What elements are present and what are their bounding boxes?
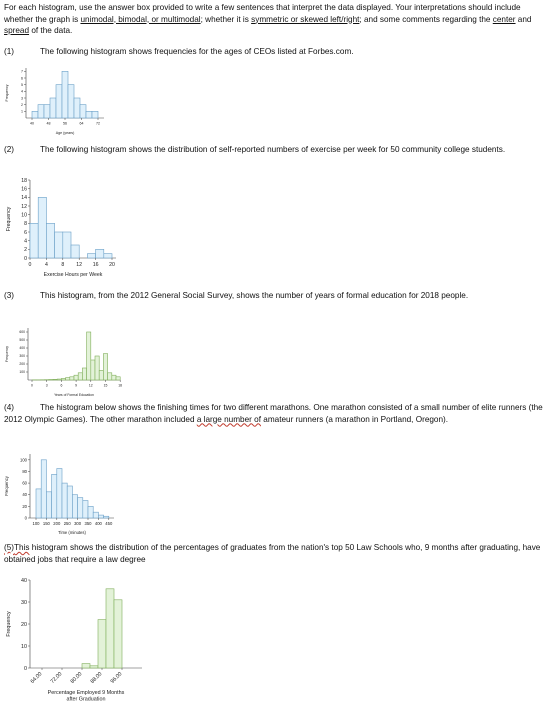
- histogram-bar: [88, 506, 93, 518]
- intro-spread: spread: [4, 26, 30, 35]
- y-tick-label: 100: [19, 370, 25, 375]
- histogram-bar: [99, 370, 103, 380]
- x-tick-label: 12: [88, 383, 93, 388]
- question-1: [4, 46, 544, 58]
- y-tick-label: 0: [24, 255, 27, 262]
- x-tick-label: 6: [60, 383, 63, 388]
- histogram-bar: [38, 197, 46, 258]
- histogram-bar: [57, 379, 61, 380]
- histogram-bar: [98, 515, 103, 518]
- question-text: The following histogram shows frequencies for the ages of CEOs listed at Forbes.com.: [40, 47, 354, 56]
- histogram-bar: [74, 98, 80, 118]
- y-tick-label: 600: [19, 330, 25, 335]
- histogram-bar: [53, 379, 57, 380]
- intro-center: center: [492, 14, 516, 24]
- y-tick-label: 16: [21, 186, 27, 193]
- x-tick-label: 200: [53, 521, 61, 527]
- histogram-bar: [93, 512, 98, 518]
- y-tick-label: 10: [21, 212, 27, 219]
- histogram-bar: [114, 600, 122, 668]
- intro-text: ; whether it is: [200, 14, 252, 24]
- x-tick-label: 56: [63, 121, 67, 126]
- histogram-bar: [116, 377, 120, 380]
- y-tick-label: 60: [22, 480, 27, 486]
- intro-modality: unimodal, bimodal, or multimodal: [80, 14, 201, 24]
- histogram-bar: [56, 85, 62, 118]
- x-tick-label: 64.00: [29, 671, 44, 685]
- y-tick-label: 80: [22, 468, 27, 474]
- x-tick-label: 88.00: [89, 671, 104, 685]
- y-tick-label: 18: [21, 177, 27, 184]
- histogram-bar: [83, 501, 88, 518]
- histogram-bar: [67, 486, 72, 518]
- x-tick-label: 9: [75, 383, 78, 388]
- x-tick-label: 450: [105, 521, 113, 527]
- histogram-bar: [46, 223, 54, 258]
- question-4: [4, 402, 544, 425]
- x-tick-label: 8: [61, 262, 65, 269]
- histogram-bar: [38, 105, 44, 118]
- histogram-bar: [74, 375, 78, 380]
- spelling-flagged-word: This: [14, 543, 30, 552]
- histogram-bar: [98, 620, 106, 668]
- question-number: (2): [4, 145, 15, 154]
- y-axis-label: Frequency: [6, 611, 12, 637]
- ceo-age-histogram: [0, 60, 120, 140]
- histogram-bar: [80, 105, 86, 118]
- histogram-bar: [52, 474, 57, 518]
- y-tick-label: 1: [21, 109, 23, 114]
- histogram-bar: [46, 492, 51, 518]
- y-tick-label: 12: [21, 203, 27, 210]
- question-number: (1): [4, 47, 15, 56]
- question-text: histogram shows the distribution of the percentages of graduates from the nation's top 50 Law Schools who, 9 months after graduating, have obtained jobs that require a law degree: [4, 543, 541, 564]
- exercise-hours-histogram: [0, 172, 130, 284]
- y-tick-label: 6: [24, 229, 27, 236]
- intro-text: and: [515, 14, 532, 24]
- x-axis-label-line: after Graduation: [66, 696, 106, 703]
- y-tick-label: 0: [24, 665, 27, 672]
- histogram-bar: [106, 589, 114, 668]
- x-tick-label: 100: [32, 521, 40, 527]
- x-tick-label: 300: [74, 521, 82, 527]
- y-axis-label: Frequency: [6, 206, 12, 232]
- histogram-bar: [70, 377, 74, 380]
- histogram-bar: [72, 495, 77, 518]
- y-tick-label: 20: [22, 503, 27, 509]
- spelling-flagged-phrase: a large number of: [196, 414, 261, 424]
- y-axis-label: Frequency: [4, 476, 9, 496]
- x-tick-label: 16: [92, 262, 99, 269]
- y-tick-label: 200: [19, 362, 25, 367]
- histogram-bar: [87, 332, 91, 380]
- question-text: The histogram below shows the finishing times for two different marathons. One marathon consisted of a small number of elite runners (the 2012 Olympic Games). The other marathon included: [4, 403, 543, 424]
- x-axis-label: Time (minutes): [58, 530, 86, 535]
- y-tick-label: 400: [19, 346, 25, 351]
- histogram-bar: [50, 98, 56, 118]
- y-tick-label: 30: [21, 599, 27, 606]
- histogram-bar: [87, 254, 95, 258]
- x-axis-label: Years of Formal Education: [54, 393, 94, 397]
- x-tick-label: 96.00: [109, 671, 124, 685]
- y-tick-label: 40: [22, 492, 27, 498]
- histogram-bar: [103, 354, 107, 380]
- histogram-bar: [30, 223, 38, 258]
- x-tick-label: 72.00: [49, 671, 64, 685]
- histogram-bar: [36, 489, 41, 518]
- x-axis-label-line: Percentage Employed 9 Months: [47, 690, 125, 696]
- histogram-bar: [91, 360, 95, 380]
- x-tick-label: 40: [30, 121, 34, 126]
- x-tick-label: 350: [84, 521, 92, 527]
- x-tick-label: 0: [28, 262, 32, 269]
- histogram-bar: [104, 516, 109, 518]
- histogram-bar: [62, 71, 68, 118]
- histogram-bar: [92, 111, 98, 118]
- x-tick-label: 12: [76, 262, 83, 269]
- histogram-bar: [63, 232, 71, 258]
- intro-text: of the data.: [29, 26, 73, 35]
- question-text: The following histogram shows the distribution of self-reported numbers of exercise per week for 50 community college students.: [40, 145, 506, 154]
- histogram-bar: [61, 378, 65, 380]
- intro-text: For each histogram, use the answer box provided to write a few sentences that interpret the data displayed. Your interpretations should include whether the graph is: [4, 3, 521, 24]
- histogram-bar: [66, 378, 70, 380]
- y-tick-label: 300: [19, 354, 25, 359]
- x-tick-label: 0: [31, 383, 33, 388]
- x-axis-label: Age (years): [55, 131, 75, 135]
- y-tick-label: 4: [24, 238, 27, 245]
- x-tick-label: 250: [63, 521, 71, 527]
- histogram-bar: [71, 245, 79, 258]
- intro-text: ; and some comments regarding the: [359, 14, 493, 24]
- x-tick-label: 400: [94, 521, 102, 527]
- histogram-bar: [82, 368, 86, 380]
- x-tick-label: 150: [42, 521, 50, 527]
- histogram-bar: [90, 666, 98, 668]
- x-axis-label: Exercise Hours per Week: [43, 272, 103, 278]
- y-tick-label: 8: [24, 221, 27, 228]
- y-tick-label: 20: [21, 621, 27, 628]
- histogram-bar: [32, 111, 38, 118]
- histogram-bar: [68, 85, 74, 118]
- y-axis-label: Frequency: [5, 84, 9, 102]
- histogram-bar: [95, 356, 99, 380]
- y-tick-label: 6: [21, 76, 23, 81]
- y-tick-label: 2: [21, 102, 23, 107]
- question-text: This histogram, from the 2012 General Social Survey, shows the number of years of formal education for 2018 people.: [40, 291, 469, 300]
- y-tick-label: 500: [19, 338, 25, 343]
- histogram-bar: [112, 375, 116, 380]
- x-tick-label: 48: [46, 121, 51, 126]
- histogram-bar: [108, 373, 112, 380]
- histogram-bar: [57, 469, 62, 518]
- x-tick-label: 15: [103, 383, 108, 388]
- x-tick-label: 3: [45, 383, 48, 388]
- question-number: (4): [4, 403, 15, 412]
- histogram-bar: [55, 232, 63, 258]
- years-education-histogram: [0, 320, 130, 396]
- histogram-bar: [82, 664, 90, 668]
- histogram-bar: [41, 460, 46, 518]
- x-tick-label: 80.00: [69, 671, 84, 685]
- x-axis-label: [48, 690, 125, 702]
- question-3: [4, 290, 544, 302]
- y-tick-label: 3: [21, 96, 23, 101]
- histogram-bar: [104, 254, 112, 258]
- question-text: amateur runners (a marathon in Portland, Oregon).: [261, 414, 449, 424]
- intro-symmetry: symmetric or skewed left/right: [251, 14, 360, 24]
- y-tick-label: 14: [21, 195, 27, 202]
- x-tick-label: 64: [79, 121, 84, 126]
- y-tick-label: 40: [21, 577, 27, 584]
- question-number: (3): [4, 291, 15, 300]
- marathon-times-histogram: [0, 446, 130, 534]
- question-2: [4, 144, 544, 156]
- instructions-paragraph: [4, 2, 544, 37]
- x-tick-label: 72: [96, 121, 100, 126]
- law-employment-histogram: [0, 574, 160, 714]
- histogram-bar: [78, 373, 82, 380]
- question-5: [4, 542, 544, 565]
- histogram-bar: [62, 483, 67, 518]
- histogram-bar: [44, 105, 50, 118]
- y-tick-label: 4: [21, 89, 23, 94]
- y-tick-label: 10: [21, 643, 27, 650]
- x-tick-label: 20: [109, 262, 115, 269]
- x-tick-label: 4: [44, 262, 48, 269]
- question-number: (5): [4, 543, 15, 552]
- y-tick-label: 2: [24, 247, 27, 254]
- y-tick-label: 0: [24, 515, 27, 521]
- histogram-bar: [96, 249, 104, 258]
- y-tick-label: 5: [21, 82, 23, 87]
- y-axis-label: Frequency: [5, 345, 9, 363]
- histogram-bar: [86, 111, 92, 118]
- histogram-bar: [78, 498, 83, 518]
- y-tick-label: 100: [20, 457, 27, 463]
- x-tick-label: 18: [118, 383, 123, 388]
- y-tick-label: 7: [21, 69, 23, 74]
